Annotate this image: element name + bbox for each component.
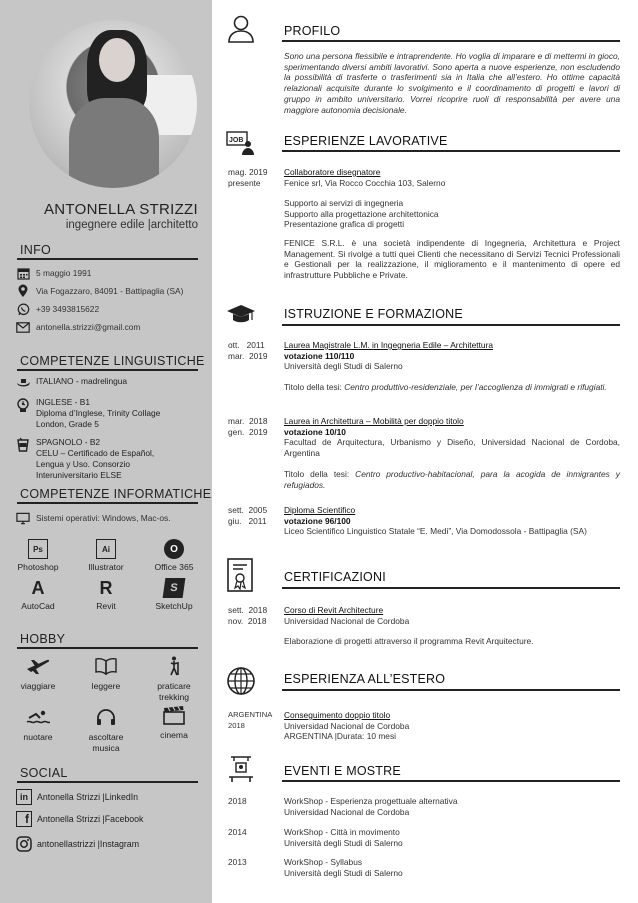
- divider: [17, 369, 198, 371]
- hobby-swimming: [8, 706, 68, 743]
- cert-course: Corso di Revit Architecture: [284, 605, 384, 615]
- person-role: ingegnere edile |architetto: [65, 219, 198, 231]
- job-icon: [226, 128, 256, 158]
- revit-icon: R: [99, 577, 113, 598]
- social-title: SOCIAL: [20, 766, 68, 780]
- location-pin-icon: [16, 284, 30, 298]
- software-revit: [76, 578, 136, 611]
- divider: [282, 40, 620, 42]
- beverage-icon: [16, 437, 30, 451]
- edu-school: Facultad de Arquitectura, Urbanismo y Diseño, Universidad Nacional de Cordoba, Argentina: [284, 437, 620, 459]
- thesis-label: Titolo della tesi:: [284, 468, 356, 479]
- email-row: [16, 320, 140, 334]
- english-block: [36, 397, 160, 430]
- edu-date: ott. 2011 mar. 2019: [228, 340, 268, 361]
- info-title: INFO: [20, 243, 52, 257]
- certificate-icon: [226, 558, 256, 594]
- birth-date: 5 maggio 1991: [36, 268, 92, 278]
- event-date: 2013: [228, 857, 247, 867]
- edu-school: Università degli Studi di Salerno: [284, 361, 403, 372]
- divider: [17, 502, 198, 504]
- software-office: [144, 539, 204, 572]
- software-illustrator: [76, 539, 136, 572]
- edu-date: mar. 2018 gen. 2019: [228, 416, 268, 437]
- hobby-travel: [8, 655, 68, 692]
- spanish-cert: CELU – Certificado de Español,: [36, 448, 155, 458]
- job-tasks: [284, 198, 620, 230]
- software-label: Photoshop: [17, 562, 59, 572]
- language-english: [16, 397, 160, 430]
- event-place: Universidad Nacional de Cordoba: [284, 806, 410, 817]
- istruzione-title: ISTRUZIONE E FORMAZIONE: [284, 307, 463, 321]
- hobby-label: cinema: [160, 730, 188, 740]
- edu-degree: Laurea Magistrale L.M. in Ingegneria Edile – Architettura: [284, 340, 494, 350]
- clapperboard-icon: [161, 704, 187, 726]
- event-item: [284, 857, 620, 878]
- spanish-level: SPAGNOLO - B2: [36, 437, 101, 447]
- event-place: Università degli Studi di Salerno: [284, 837, 403, 848]
- estero-date: ARGENTINA 2018: [228, 710, 273, 730]
- divider: [282, 780, 620, 782]
- divider: [282, 150, 620, 152]
- software-label: SketchUp: [155, 601, 193, 611]
- divider: [282, 587, 620, 589]
- hobby-title: HOBBY: [20, 632, 66, 646]
- linkedin-icon: in: [16, 789, 32, 805]
- person-name: ANTONELLA STRIZZI: [43, 201, 198, 218]
- hobby-label: ascoltare musica: [88, 732, 124, 753]
- spanish-block: [36, 437, 154, 481]
- social-linkedin[interactable]: [16, 789, 138, 805]
- cert-description: Elaborazione di progetti attraverso il programma Revit Arquitecture.: [284, 636, 534, 647]
- edu-school: Liceo Scientifico Linguistico Statale “E. Medi”, Via Domodossola - Battipaglia (SA): [284, 526, 587, 537]
- edu-item: [284, 340, 620, 393]
- social-instagram[interactable]: [16, 836, 139, 852]
- software-label: Illustrator: [88, 562, 124, 572]
- eventi-title: EVENTI E MOSTRE: [284, 764, 401, 778]
- profilo-title: PROFILO: [284, 24, 341, 38]
- phone-row: [16, 302, 99, 316]
- esperienze-title: ESPERIENZE LAVORATIVE: [284, 134, 448, 148]
- big-ben-icon: [16, 397, 30, 411]
- hobby-label: nuotare: [23, 732, 53, 742]
- graduation-cap-icon: [226, 304, 256, 334]
- language-italian: [16, 376, 127, 390]
- software-photoshop: [8, 539, 68, 572]
- edu-degree: Diploma Scientifico: [284, 505, 356, 515]
- thesis-title: Centro produttivo-residenziale, per l’accoglienza di immigrati e rifugiati.: [344, 382, 607, 393]
- swimmer-icon: [25, 706, 51, 728]
- gondola-icon: [16, 376, 30, 390]
- calendar-icon: [16, 266, 30, 280]
- edu-grade: votazione 110/110: [284, 350, 355, 361]
- english-cert: Diploma d’Inglese, Trinity Collage: [36, 408, 161, 418]
- job-description: FENICE S.R.L. è una società indipendente di Ingegneria, Architettura e Project Management. Si rivolge a tutti quei Clienti che necessitano di Servizi Tecnici Professionali e Gestionali per la realizzazione, il miglioramento e il mantenimento di opere ed infrastrutture Pubbliche e Private.: [284, 238, 620, 281]
- monitor-icon: [16, 511, 30, 525]
- job-date: mag. 2019 presente: [228, 167, 268, 188]
- svg-text:JOB: JOB: [229, 137, 244, 144]
- user-icon: [226, 14, 256, 44]
- job-task: Supporto ai servizi di ingegneria: [284, 198, 404, 208]
- event-place: Università degli Studi di Salerno: [284, 867, 403, 878]
- divider: [282, 689, 620, 691]
- cert-block: [284, 605, 620, 647]
- english-cert-place: London, Grade 5: [36, 419, 99, 429]
- software-label: AutoCad: [21, 601, 55, 611]
- sketchup-icon: S: [163, 578, 186, 598]
- instagram-icon: [16, 836, 32, 852]
- profile-photo: [29, 20, 197, 188]
- event-date: 2014: [228, 827, 247, 837]
- hobby-music: [76, 706, 136, 754]
- italian-label: ITALIANO - madrelingua: [36, 376, 128, 386]
- edu-item: [284, 505, 620, 537]
- thesis-label: Titolo della tesi:: [284, 382, 345, 393]
- edu-grade: votazione 96/100: [284, 515, 351, 526]
- profilo-text: Sono una persona flessibile e intraprendente. Ho voglia di imparare e di mettermi in gioco, sperimentando diversi ambiti lavorativi. Sono aperta a nuove esperienze, non escludendo la possibilità di trasferte o trasferimenti sia in Italia che all’estero. Ho ottime capacità relazionali acquisite durante lo svolgimento e il coordinamento di progetti e lavori di gruppo in ambito universitario. Vorrei ricoprire ruoli di responsabilità per avere una maggiore autonomia decisionale.: [284, 51, 620, 115]
- autocad-icon: A: [31, 577, 45, 598]
- edu-grade: votazione 10/10: [284, 426, 346, 437]
- birth-row: [16, 266, 91, 280]
- languages-title: COMPETENZE LINGUISTICHE: [20, 354, 205, 368]
- hobby-label: viaggiare: [20, 681, 56, 691]
- sidebar: [0, 0, 212, 903]
- event-item: [284, 796, 620, 817]
- instagram-link[interactable]: antonellastrizzi |Instagram: [37, 839, 140, 849]
- software-autocad: [8, 578, 68, 611]
- hobby-reading: [76, 655, 136, 692]
- job-block: [284, 167, 620, 188]
- edu-thesis: [284, 382, 620, 393]
- language-spanish: [16, 437, 154, 481]
- divider: [17, 781, 198, 783]
- address-row: [16, 284, 183, 298]
- job-task: Supporto alla progettazione architettonica: [284, 208, 439, 219]
- facebook-icon: f: [16, 811, 32, 827]
- software-label: Revit: [96, 601, 116, 611]
- spanish-cert-3: Interuniversitario ELSE: [36, 470, 122, 480]
- event-name: WorkShop - Syllabus: [284, 857, 363, 867]
- airplane-icon: [25, 655, 51, 677]
- spanish-cert-2: Lengua y Uso. Consorzio: [36, 459, 131, 469]
- thesis-title: Centro productivo-habitacional, para la acogida de inmigrantes y refugiados.: [284, 468, 620, 490]
- social-facebook[interactable]: [16, 811, 143, 827]
- hobby-cinema: [144, 704, 204, 741]
- edu-degree: Laurea in Architettura – Mobilità per doppio titolo: [284, 416, 464, 426]
- cert-school: Universidad Nacional de Cordoba: [284, 615, 410, 626]
- computer-title: COMPETENZE INFORMATICHE: [20, 487, 212, 501]
- divider: [17, 258, 198, 260]
- edu-date: sett. 2005 giu. 2011: [228, 505, 268, 526]
- os-label: Sistemi operativi: Windows, Mac-os.: [36, 513, 171, 523]
- cert-date: sett. 2018 nov. 2018: [228, 605, 268, 626]
- mail-icon: [16, 320, 30, 334]
- whatsapp-icon: [16, 302, 30, 316]
- estero-title: ESPERIENZA ALL’ESTERO: [284, 672, 446, 686]
- hiker-icon: [161, 655, 187, 677]
- event-name: WorkShop - Esperienza progettuale alternativa: [284, 796, 458, 806]
- edu-item: [284, 416, 620, 490]
- divider: [17, 647, 198, 649]
- certificazioni-title: CERTIFICAZIONI: [284, 570, 386, 584]
- illustrator-icon: Ai: [96, 539, 116, 559]
- phone[interactable]: +39 3493815622: [36, 304, 100, 314]
- edu-thesis: [284, 469, 620, 490]
- globe-icon: [226, 666, 256, 696]
- photoshop-icon: Ps: [28, 539, 48, 559]
- event-date: 2018: [228, 796, 247, 806]
- hobby-label: praticare trekking: [157, 681, 191, 702]
- event-name: WorkShop - Città in movimento: [284, 827, 400, 837]
- email[interactable]: antonella.strizzi@gmail.com: [36, 322, 141, 332]
- event-item: [284, 827, 620, 848]
- job-role: Collaboratore disegnatore: [284, 167, 381, 177]
- estero-item: Conseguimento doppio titolo: [284, 710, 391, 720]
- event-stage-icon: [226, 755, 256, 785]
- divider: [282, 324, 620, 326]
- software-sketchup: [144, 578, 204, 611]
- hobby-label: leggere: [91, 681, 121, 691]
- hobby-trekking: [144, 655, 204, 703]
- software-label: Office 365: [154, 562, 194, 572]
- estero-detail: ARGENTINA |Durata: 10 mesi: [284, 731, 397, 742]
- estero-block: [284, 710, 620, 742]
- english-level: INGLESE - B1: [36, 397, 90, 407]
- office-icon: O: [164, 539, 184, 559]
- job-task: Presentazione grafica di progetti: [284, 219, 405, 230]
- facebook-link[interactable]: Antonella Strizzi |Facebook: [37, 814, 144, 824]
- headphones-icon: [93, 706, 119, 728]
- book-icon: [93, 655, 119, 677]
- estero-school: Universidad Nacional de Cordoba: [284, 720, 410, 731]
- os-row: [16, 511, 171, 525]
- linkedin-link[interactable]: Antonella Strizzi |LinkedIn: [37, 792, 139, 802]
- address: Via Fogazzaro, 84091 - Battipaglia (SA): [36, 286, 184, 296]
- job-company: Fenice srl, Via Rocco Cocchia 103, Salerno: [284, 177, 446, 188]
